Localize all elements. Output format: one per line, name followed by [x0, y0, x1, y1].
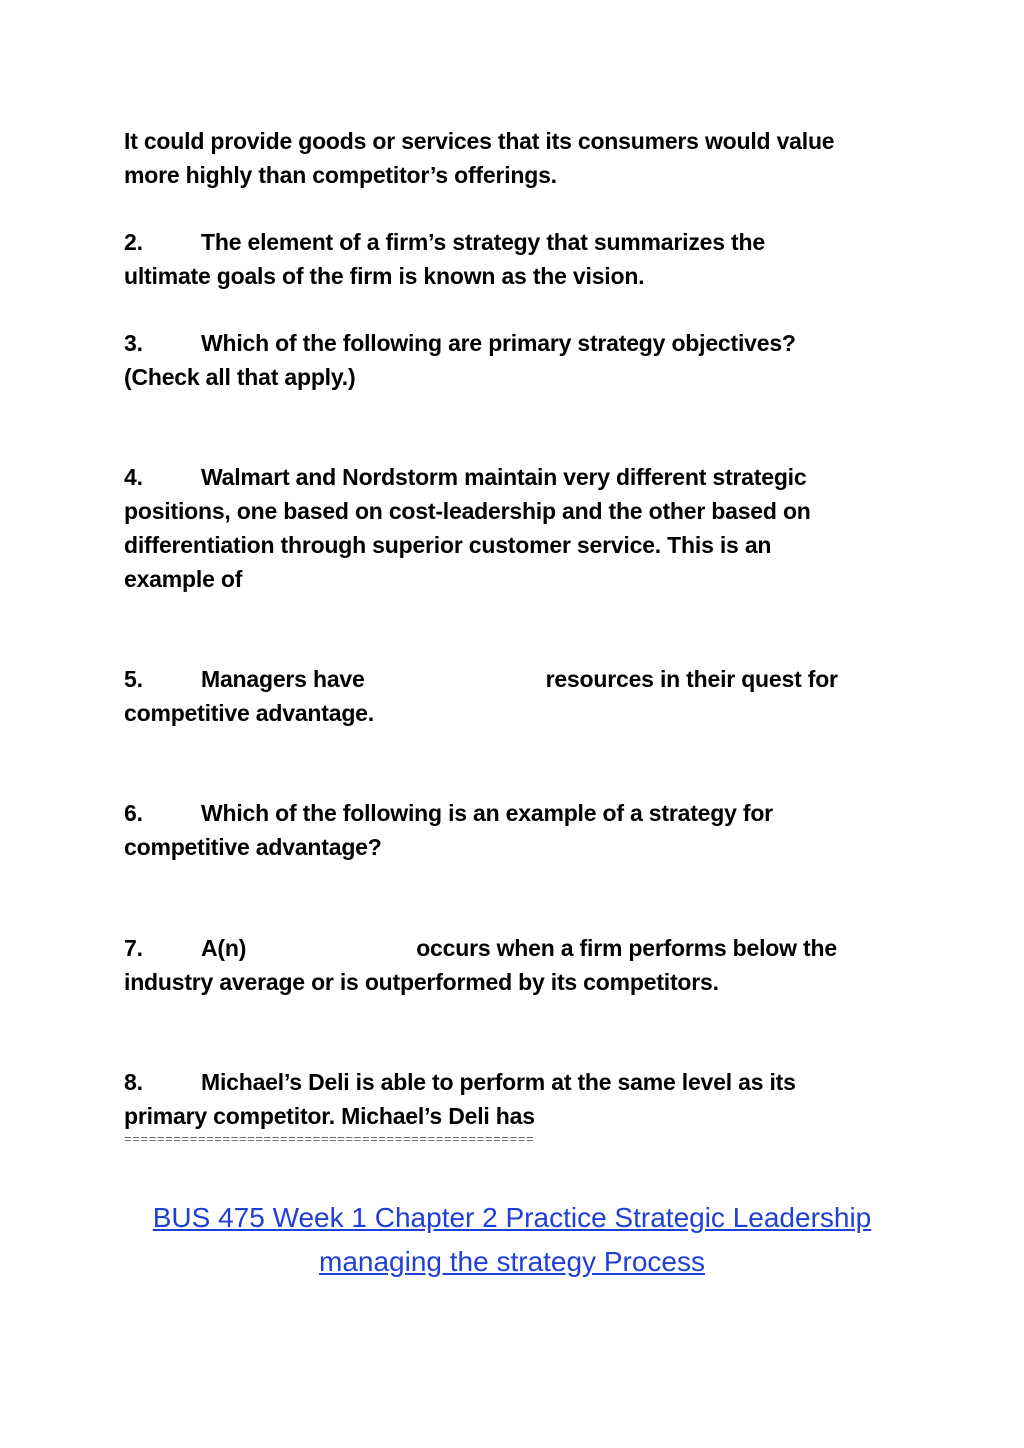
question-7 [124, 931, 884, 999]
question-2 [124, 225, 884, 293]
question-text: Michael’s Deli is able to perform at the same level as its [201, 1069, 796, 1095]
course-link-line: BUS 475 Week 1 Chapter 2 Practice Strategic Leadership [152, 1202, 872, 1233]
question-text: differentiation through superior customer service. This is an [124, 532, 772, 558]
question-number: 8. [124, 1069, 143, 1095]
intro-line: It could provide goods or services that its consumers would value [124, 128, 835, 154]
question-number: 2. [124, 229, 143, 255]
question-text: A(n) [201, 935, 247, 961]
question-4 [124, 460, 884, 596]
question-text: example of [124, 566, 243, 592]
course-link-block [124, 1196, 900, 1284]
question-number: 5. [124, 666, 143, 692]
question-text: primary competitor. Michael’s Deli has [124, 1103, 535, 1129]
question-text: industry average or is outperformed by its competitors. [124, 969, 719, 995]
question-text: Which of the following are primary strategy objectives? [201, 330, 796, 356]
question-number: 6. [124, 800, 143, 826]
intro-paragraph [124, 124, 884, 192]
question-text: resources in their quest for [545, 666, 838, 692]
question-5 [124, 662, 884, 730]
question-8 [124, 1065, 884, 1133]
course-link[interactable] [124, 1196, 900, 1284]
question-text: occurs when a firm performs below the [416, 935, 837, 961]
question-3 [124, 326, 884, 394]
question-number: 7. [124, 935, 143, 961]
question-text: competitive advantage. [124, 700, 374, 726]
question-text: ultimate goals of the firm is known as the vision. [124, 263, 645, 289]
question-text: Which of the following is an example of a strategy for [201, 800, 773, 826]
course-link-line: managing the strategy Process [319, 1246, 705, 1277]
question-number: 3. [124, 330, 143, 356]
intro-line: more highly than competitor’s offerings. [124, 162, 557, 188]
question-text: The element of a firm’s strategy that summarizes the [201, 229, 765, 255]
question-text: Walmart and Nordstorm maintain very different strategic [201, 464, 807, 490]
question-6 [124, 796, 884, 864]
question-text: Managers have [201, 666, 365, 692]
separator-line: ================================================== [124, 1132, 535, 1147]
question-text: positions, one based on cost-leadership and the other based on [124, 498, 811, 524]
question-text: (Check all that apply.) [124, 364, 356, 390]
question-number: 4. [124, 464, 143, 490]
question-text: competitive advantage? [124, 834, 382, 860]
